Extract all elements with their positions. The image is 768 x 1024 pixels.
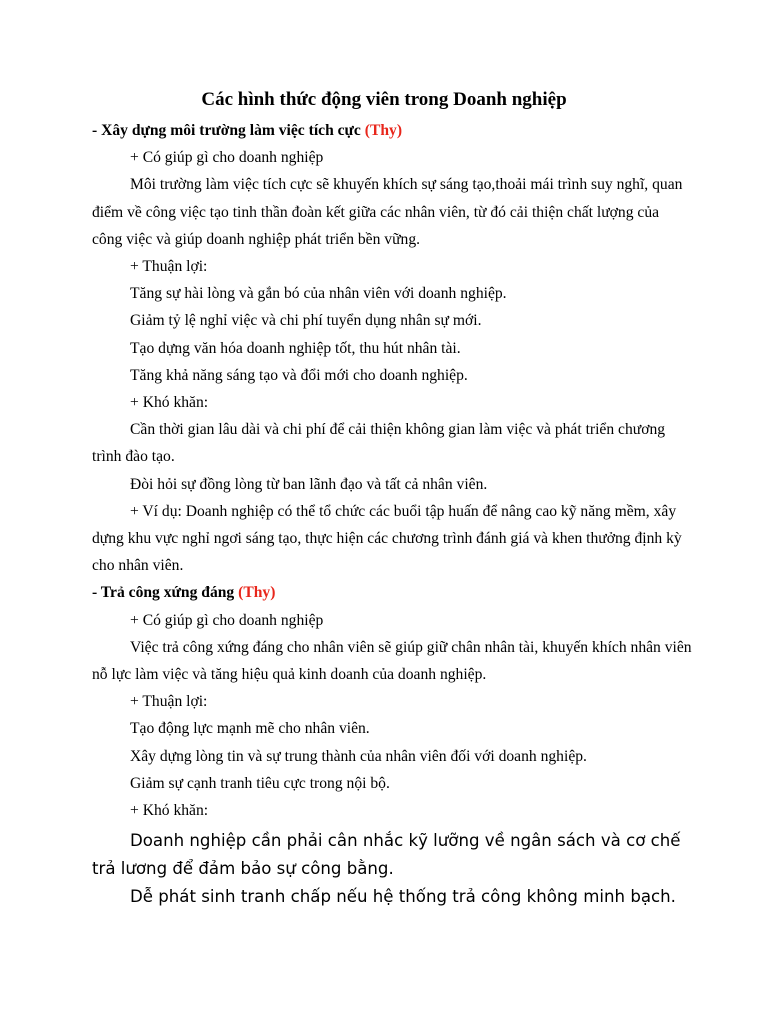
author-tag: (Thy) [238,584,276,602]
difficulties-label: + Khó khăn: [130,802,209,820]
difficulty-item: Doanh nghiệp cần phải cân nhắc kỹ lưỡng về ngân sách và cơ chế trả lương để đảm bảo sự công bằng. [92,831,681,879]
advantage-item: Tăng sự hài lòng và gắn bó của nhân viên với doanh nghiệp. [130,285,507,303]
advantages-label: + Thuận lợi: [130,693,208,711]
example-paragraph: + Ví dụ: Doanh nghiệp có thể tổ chức các buổi tập huấn để nâng cao kỹ năng mềm, xây dựng khu vực nghỉ ngơi sáng tạo, thực hiện các chương trình đánh giá và khen thưởng định kỳ cho nhân viên. [92,502,682,575]
difficulty-item: Cần thời gian lâu dài và chi phí để cải thiện không gian làm việc và phát triển chương trình đào tạo. [92,421,666,466]
advantage-item: Giảm sự cạnh tranh tiêu cực trong nội bộ. [130,774,390,792]
advantage-item: Tạo dựng văn hóa doanh nghiệp tốt, thu hút nhân tài. [130,339,461,357]
author-tag: (Thy) [364,122,403,139]
advantage-item: Xây dựng lòng tin và sự trung thành của nhân viên đối với doanh nghiệp. [130,747,587,765]
section-heading-text: - Xây dựng môi trường làm việc tích cực [92,122,361,139]
advantages-label: + Thuận lợi: [130,258,208,276]
benefit-paragraph: Môi trường làm việc tích cực sẽ khuyến khích sự sáng tạo,thoải mái trình suy nghĩ, quan điểm về công việc tạo tinh thần đoàn kết giữa các nhân viên, từ đó cải thiện chất lượng của công việc và giúp doanh nghiệp phát triển bền vững. [92,176,683,248]
section-heading [92,579,692,606]
section-heading [92,117,692,144]
advantage-item: Tăng khả năng sáng tạo và đổi mới cho doanh nghiệp. [130,366,468,384]
difficulty-item: Đòi hỏi sự đồng lòng từ ban lãnh đạo và tất cả nhân viên. [130,475,488,493]
advantage-item: Giảm tỷ lệ nghỉ việc và chi phí tuyển dụng nhân sự mới. [130,312,482,330]
benefit-paragraph: Việc trả công xứng đáng cho nhân viên sẽ giúp giữ chân nhân tài, khuyến khích nhân viên nỗ lực làm việc và tăng hiệu quả kinh doanh của doanh nghiệp. [92,638,692,684]
document-title: Các hình thức động viên trong Doanh nghiệp [201,89,567,110]
difficulties-label: + Khó khăn: [130,394,209,412]
benefit-label: + Có giúp gì cho doanh nghiệp [130,611,324,629]
section-heading-text: - Trả công xứng đáng [92,584,235,602]
document-body [92,117,692,911]
advantage-item: Tạo động lực mạnh mẽ cho nhân viên. [130,720,370,738]
difficulty-item: Dễ phát sinh tranh chấp nếu hệ thống trả công không minh bạch. [130,887,676,907]
benefit-label: + Có giúp gì cho doanh nghiệp [130,149,324,167]
